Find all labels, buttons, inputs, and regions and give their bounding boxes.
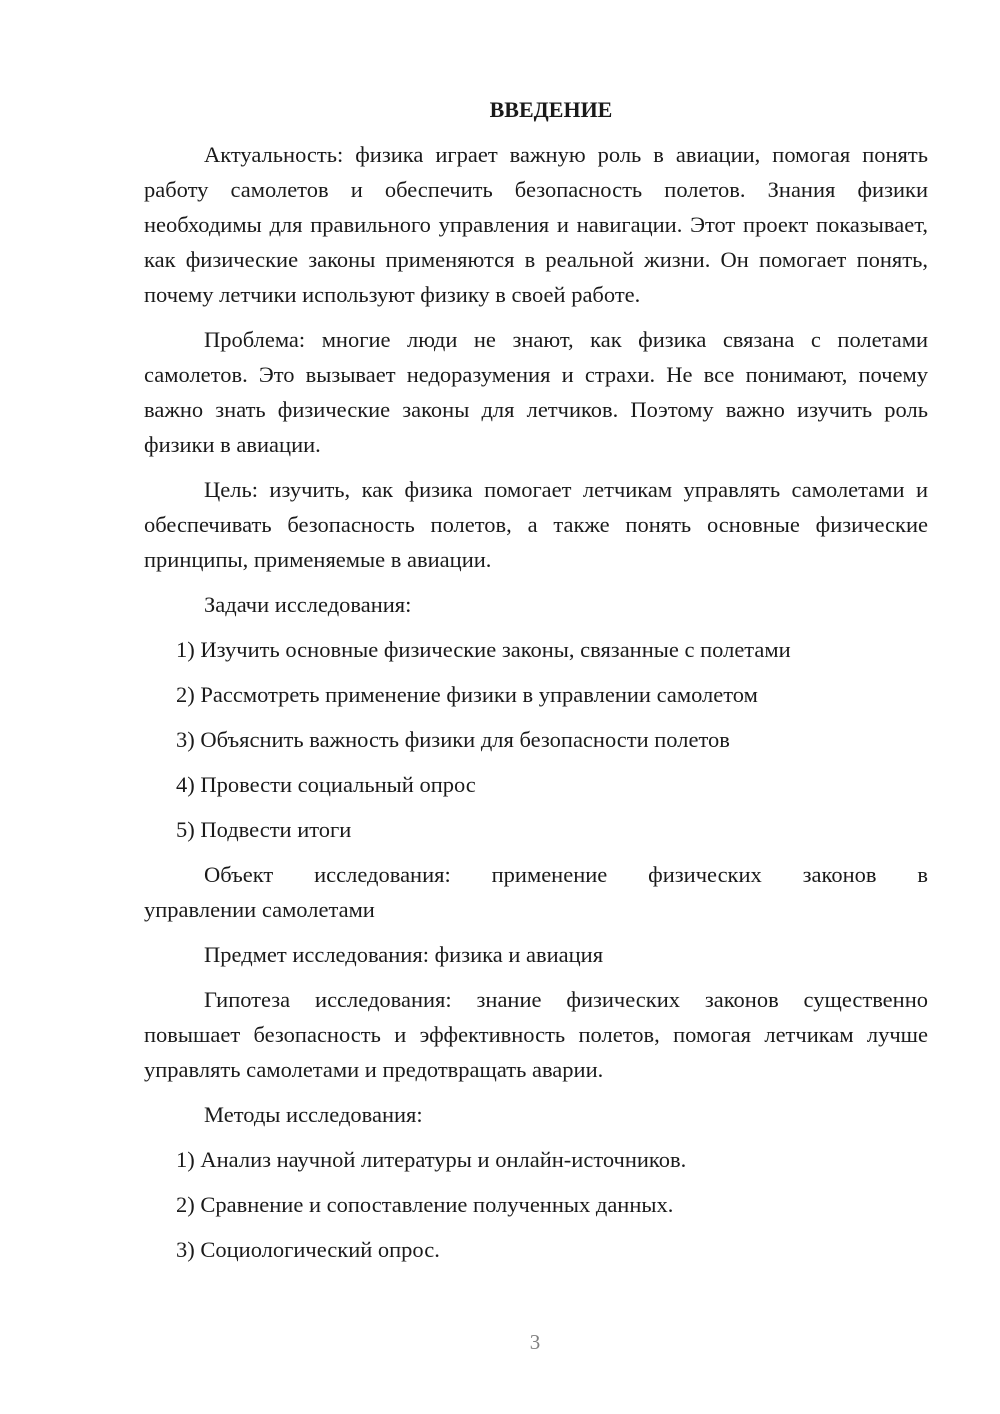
- subject-line: Предмет исследования: физика и авиация: [204, 942, 604, 967]
- list-item: 3) Социологический опрос.: [176, 1237, 440, 1262]
- problem-paragraph: Проблема: многие люди не знают, как физика связана с полетами самолетов. Это вызывает недоразумения и страхи. Не все понимают, почему важно знать физические законы для летчиков. Поэтому важно изучить роль физики в авиации.: [144, 327, 928, 457]
- list-item: 4) Провести социальный опрос: [176, 772, 476, 797]
- tasks-label: Задачи исследования:: [204, 592, 412, 617]
- list-item: 5) Подвести итоги: [176, 817, 352, 842]
- list-item: 2) Сравнение и сопоставление полученных данных.: [176, 1192, 674, 1217]
- section-title: ВВЕДЕНИЕ: [489, 97, 613, 122]
- page-number: 3: [529, 1330, 541, 1354]
- hypothesis-paragraph: Гипотеза исследования: знание физических законов существенно повышает безопасность и эффективность полетов, помогая летчикам лучше управлять самолетами и предотвращать аварии.: [144, 987, 928, 1082]
- tasks-list: [144, 632, 928, 847]
- goal-paragraph: Цель: изучить, как физика помогает летчикам управлять самолетами и обеспечивать безопасность полетов, а также понять основные физические принципы, применяемые в авиации.: [144, 477, 928, 572]
- object-paragraph: [144, 857, 928, 927]
- list-item: 1) Изучить основные физические законы, связанные с полетами: [176, 637, 791, 662]
- object-line-1: Объект исследования: применение физических законов в: [204, 862, 928, 887]
- object-line-2: управлении самолетами: [144, 897, 375, 922]
- methods-list: [144, 1142, 928, 1267]
- list-item: 1) Анализ научной литературы и онлайн-источников.: [176, 1147, 687, 1172]
- list-item: 3) Объяснить важность физики для безопасности полетов: [176, 727, 730, 752]
- list-item: 2) Рассмотреть применение физики в управлении самолетом: [176, 682, 758, 707]
- document-page: [144, 92, 928, 1277]
- relevance-paragraph: Актуальность: физика играет важную роль в авиации, помогая понять работу самолетов и обеспечить безопасность полетов. Знания физики необходимы для правильного управления и навигации. Этот проект показывает, как физические законы применяются в реальной жизни. Он помогает понять, почему летчики используют физику в своей работе.: [144, 142, 928, 307]
- methods-label: Методы исследования:: [204, 1102, 423, 1127]
